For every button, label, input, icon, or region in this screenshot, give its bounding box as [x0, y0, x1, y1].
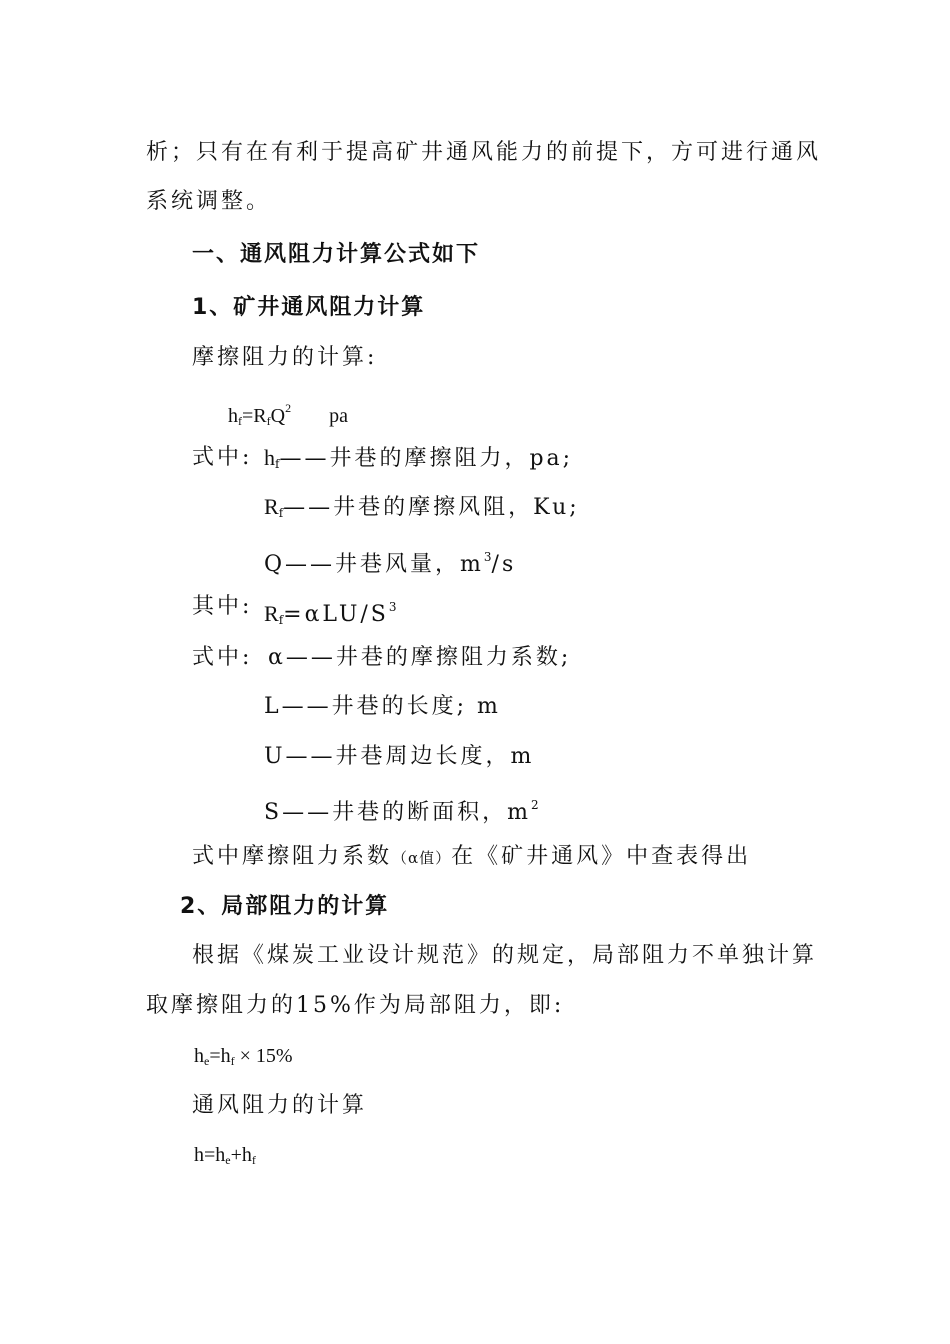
- definition-l: L——井巷的长度; m: [264, 694, 501, 719]
- rf-formula: $R_f=\alpha LU/S^3$: [264, 600, 397, 627]
- friction-formula: $h_f=R_fQ^2$ pa: [228, 401, 348, 428]
- where-label: 其中:: [192, 594, 253, 619]
- where-label: 式中:: [192, 645, 253, 670]
- total-title: 通风阻力的计算: [192, 1093, 368, 1118]
- definition-hf: $h_f——$井巷的摩擦阻力，pa;: [264, 445, 574, 471]
- section-heading: 一、通风阻力计算公式如下: [192, 242, 481, 267]
- alpha-note: 式中摩擦阻力系数（α值）在《矿井通风》中查表得出: [192, 844, 752, 869]
- friction-title: 摩擦阻力的计算:: [192, 345, 378, 370]
- subsection-heading: 2、局部阻力的计算: [180, 894, 390, 919]
- definition-alpha: α——井巷的摩擦阻力系数;: [268, 645, 572, 670]
- paragraph-line: 取摩擦阻力的15%作为局部阻力，即:: [146, 993, 565, 1018]
- definition-q: Q——井巷风量，$m^3/s$: [264, 550, 517, 577]
- definition-u: U——井巷周边长度，m: [264, 744, 535, 769]
- subsection-heading: 1、矿井通风阻力计算: [192, 295, 426, 320]
- total-formula: $h=h_e+h_f$: [194, 1144, 256, 1167]
- definition-s: S——井巷的断面积，$m^2$: [264, 798, 539, 825]
- local-formula: $h_e=h_f \times 15\%$: [194, 1045, 293, 1068]
- paragraph-line: 根据《煤炭工业设计规范》的规定，局部阻力不单独计算: [192, 943, 818, 968]
- paragraph-line: 析；只有在有利于提高矿井通风能力的前提下，方可进行通风: [146, 140, 822, 165]
- where-label: 式中:: [192, 445, 253, 470]
- paragraph-line: 系统调整。: [146, 189, 272, 214]
- definition-rf: $R_f——$井巷的摩擦风阻，Ku;: [264, 494, 580, 520]
